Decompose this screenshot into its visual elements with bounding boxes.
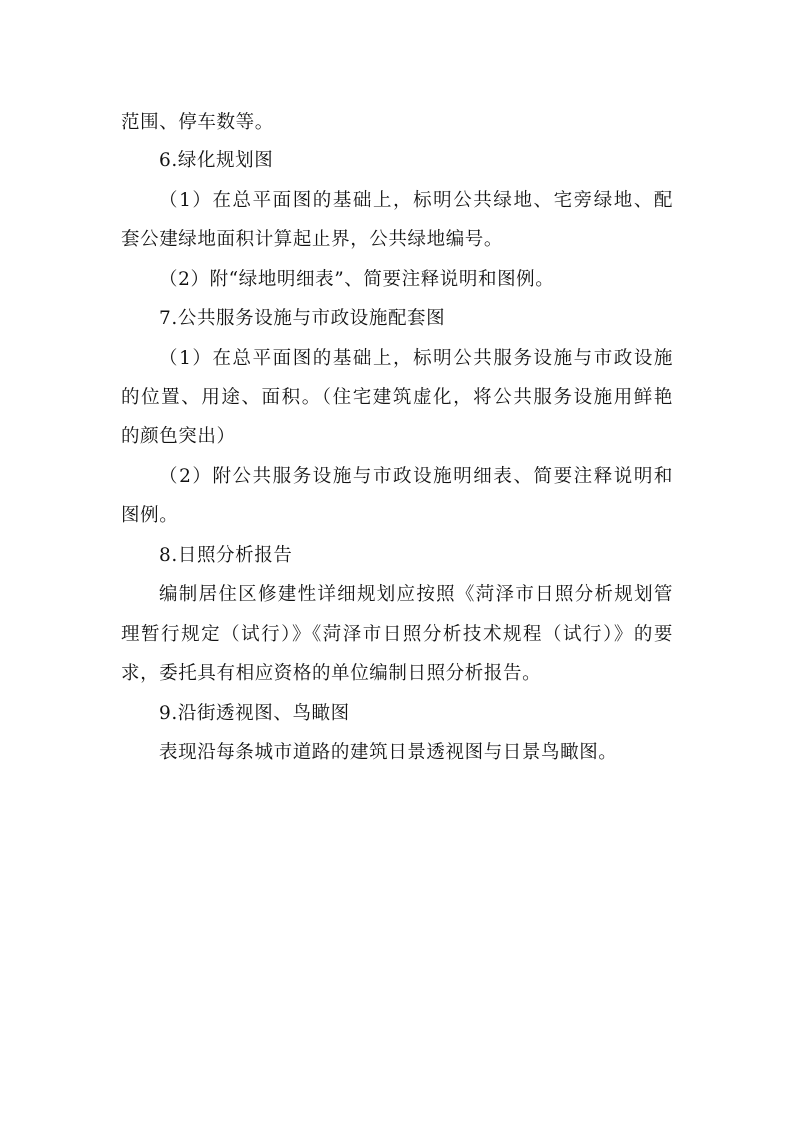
heading-street-perspective: 9.沿街透视图、鸟瞰图	[159, 703, 350, 724]
text-line-services-2a: （2）附公共服务设施与市政设施明细表、简要注释说明和	[159, 466, 673, 487]
text-line-sunlight-1b: 理暂行规定（试行）》《菏泽市日照分析技术规程（试行）》的要	[121, 624, 673, 645]
text-line-services-1a: （1）在总平面图的基础上，标明公共服务设施与市政设施	[159, 348, 673, 369]
text-line-services-2b: 图例。	[121, 505, 179, 526]
text-line-perspective: 表现沿每条城市道路的建筑日景透视图与日景鸟瞰图。	[159, 742, 618, 763]
heading-public-services: 7.公共服务设施与市政设施配套图	[159, 308, 446, 329]
heading-greening-plan: 6.绿化规划图	[159, 150, 274, 171]
text-line-services-1c: 的颜色突出）	[121, 426, 236, 447]
text-line-greening-1a: （1）在总平面图的基础上，标明公共绿地、宅旁绿地、配	[159, 190, 673, 211]
heading-sunlight-report: 8.日照分析报告	[159, 545, 293, 566]
text-line-scope: 范围、停车数等。	[121, 112, 274, 133]
text-line-sunlight-1c: 求，委托具有相应资格的单位编制日照分析报告。	[121, 663, 542, 684]
text-line-sunlight-1a: 编制居住区修建性详细规划应按照《菏泽市日照分析规划管	[159, 584, 673, 605]
text-line-services-1b: 的位置、用途、面积。（住宅建筑虚化，将公共服务设施用鲜艳	[121, 387, 673, 408]
text-line-greening-1b: 套公建绿地面积计算起止界，公共绿地编号。	[121, 229, 504, 250]
text-line-greening-2: （2）附“绿地明细表”、简要注释说明和图例。	[159, 269, 555, 290]
